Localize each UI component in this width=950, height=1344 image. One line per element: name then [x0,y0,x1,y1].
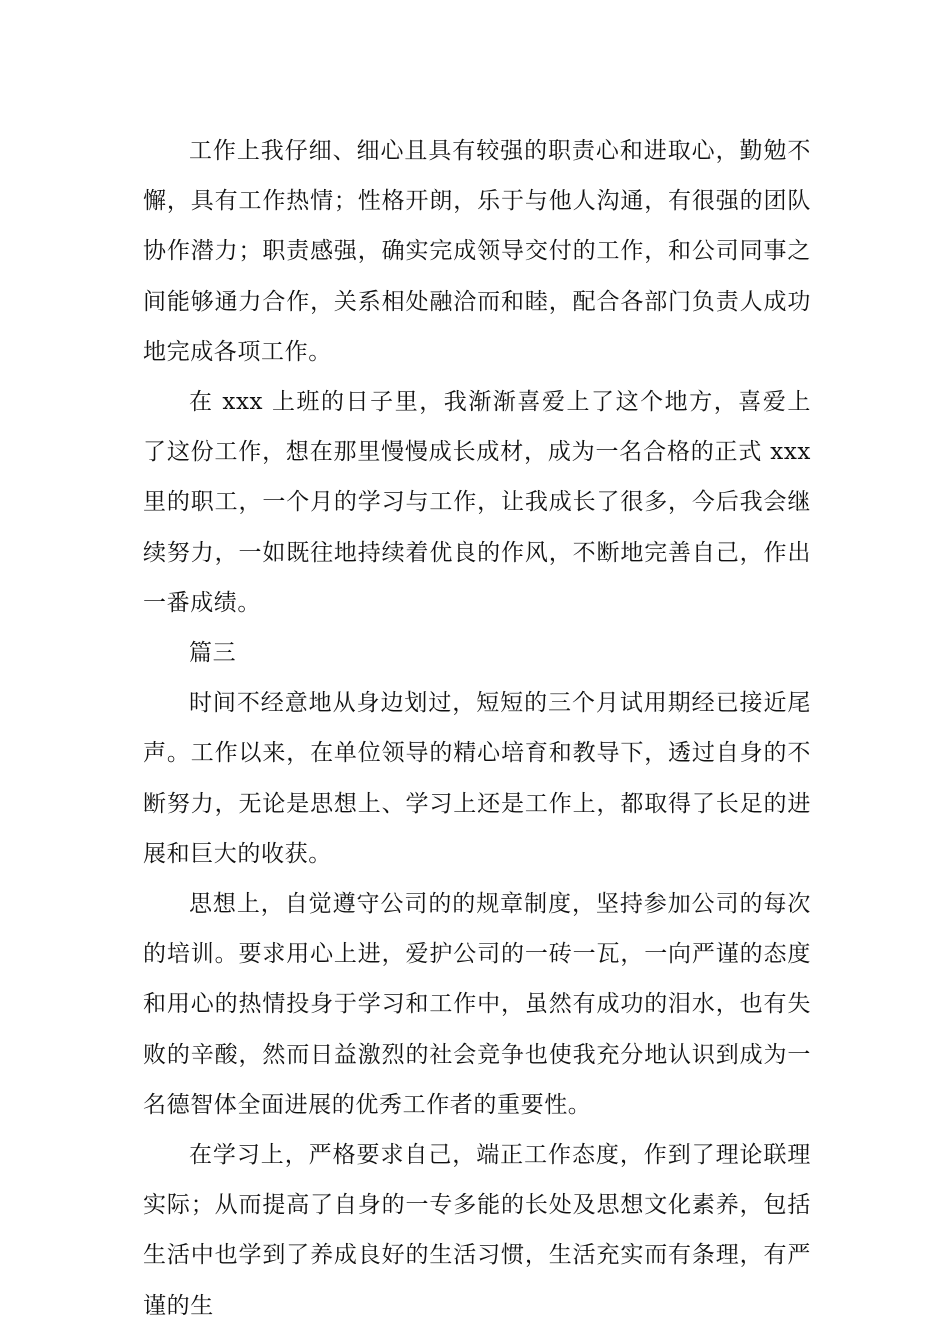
paragraph-2: 在 xxx 上班的日子里，我渐渐喜爱上了这个地方，喜爱上了这份工作，想在那里慢慢成长成材，成为一名合格的正式 xxx 里的职工，一个月的学习与工作，让我成长了很多，今后我会继续努力，一如既往地持续着优良的作风，不断地完善自己，作出一番成绩。 [143,389,811,616]
paragraph-1: 工作上我仔细、细心且具有较强的职责心和进取心，勤勉不懈，具有工作热情；性格开朗，乐于与他人沟通，有很强的团队协作潜力；职责感强，确实完成领导交付的工作，和公司同事之间能够通力合作，关系相处融洽而和睦，配合各部门负责人成功地完成各项工作。 [143,138,811,365]
section-heading: 篇三 [189,640,237,667]
paragraph-3: 时间不经意地从身边划过，短短的三个月试用期经已接近尾声。工作以来，在单位领导的精心培育和教导下，透过自身的不断努力，无论是思想上、学习上还是工作上，都取得了长足的进展和巨大的收获。 [143,690,811,867]
paragraph-5: 在学习上，严格要求自己，端正工作态度，作到了理论联理实际；从而提高了自身的一专多能的长处及思想文化素养，包括生活中也学到了养成良好的生活习惯，生活充实而有条理，有严谨的生 [143,1142,811,1319]
document-body [143,126,811,1331]
paragraph-4: 思想上，自觉遵守公司的的规章制度，坚持参加公司的每次的培训。要求用心上进，爱护公司的一砖一瓦，一向严谨的态度和用心的热情投身于学习和工作中，虽然有成功的泪水，也有失败的辛酸，然而日益激烈的社会竞争也使我充分地认识到成为一名德智体全面进展的优秀工作者的重要性。 [143,891,811,1118]
